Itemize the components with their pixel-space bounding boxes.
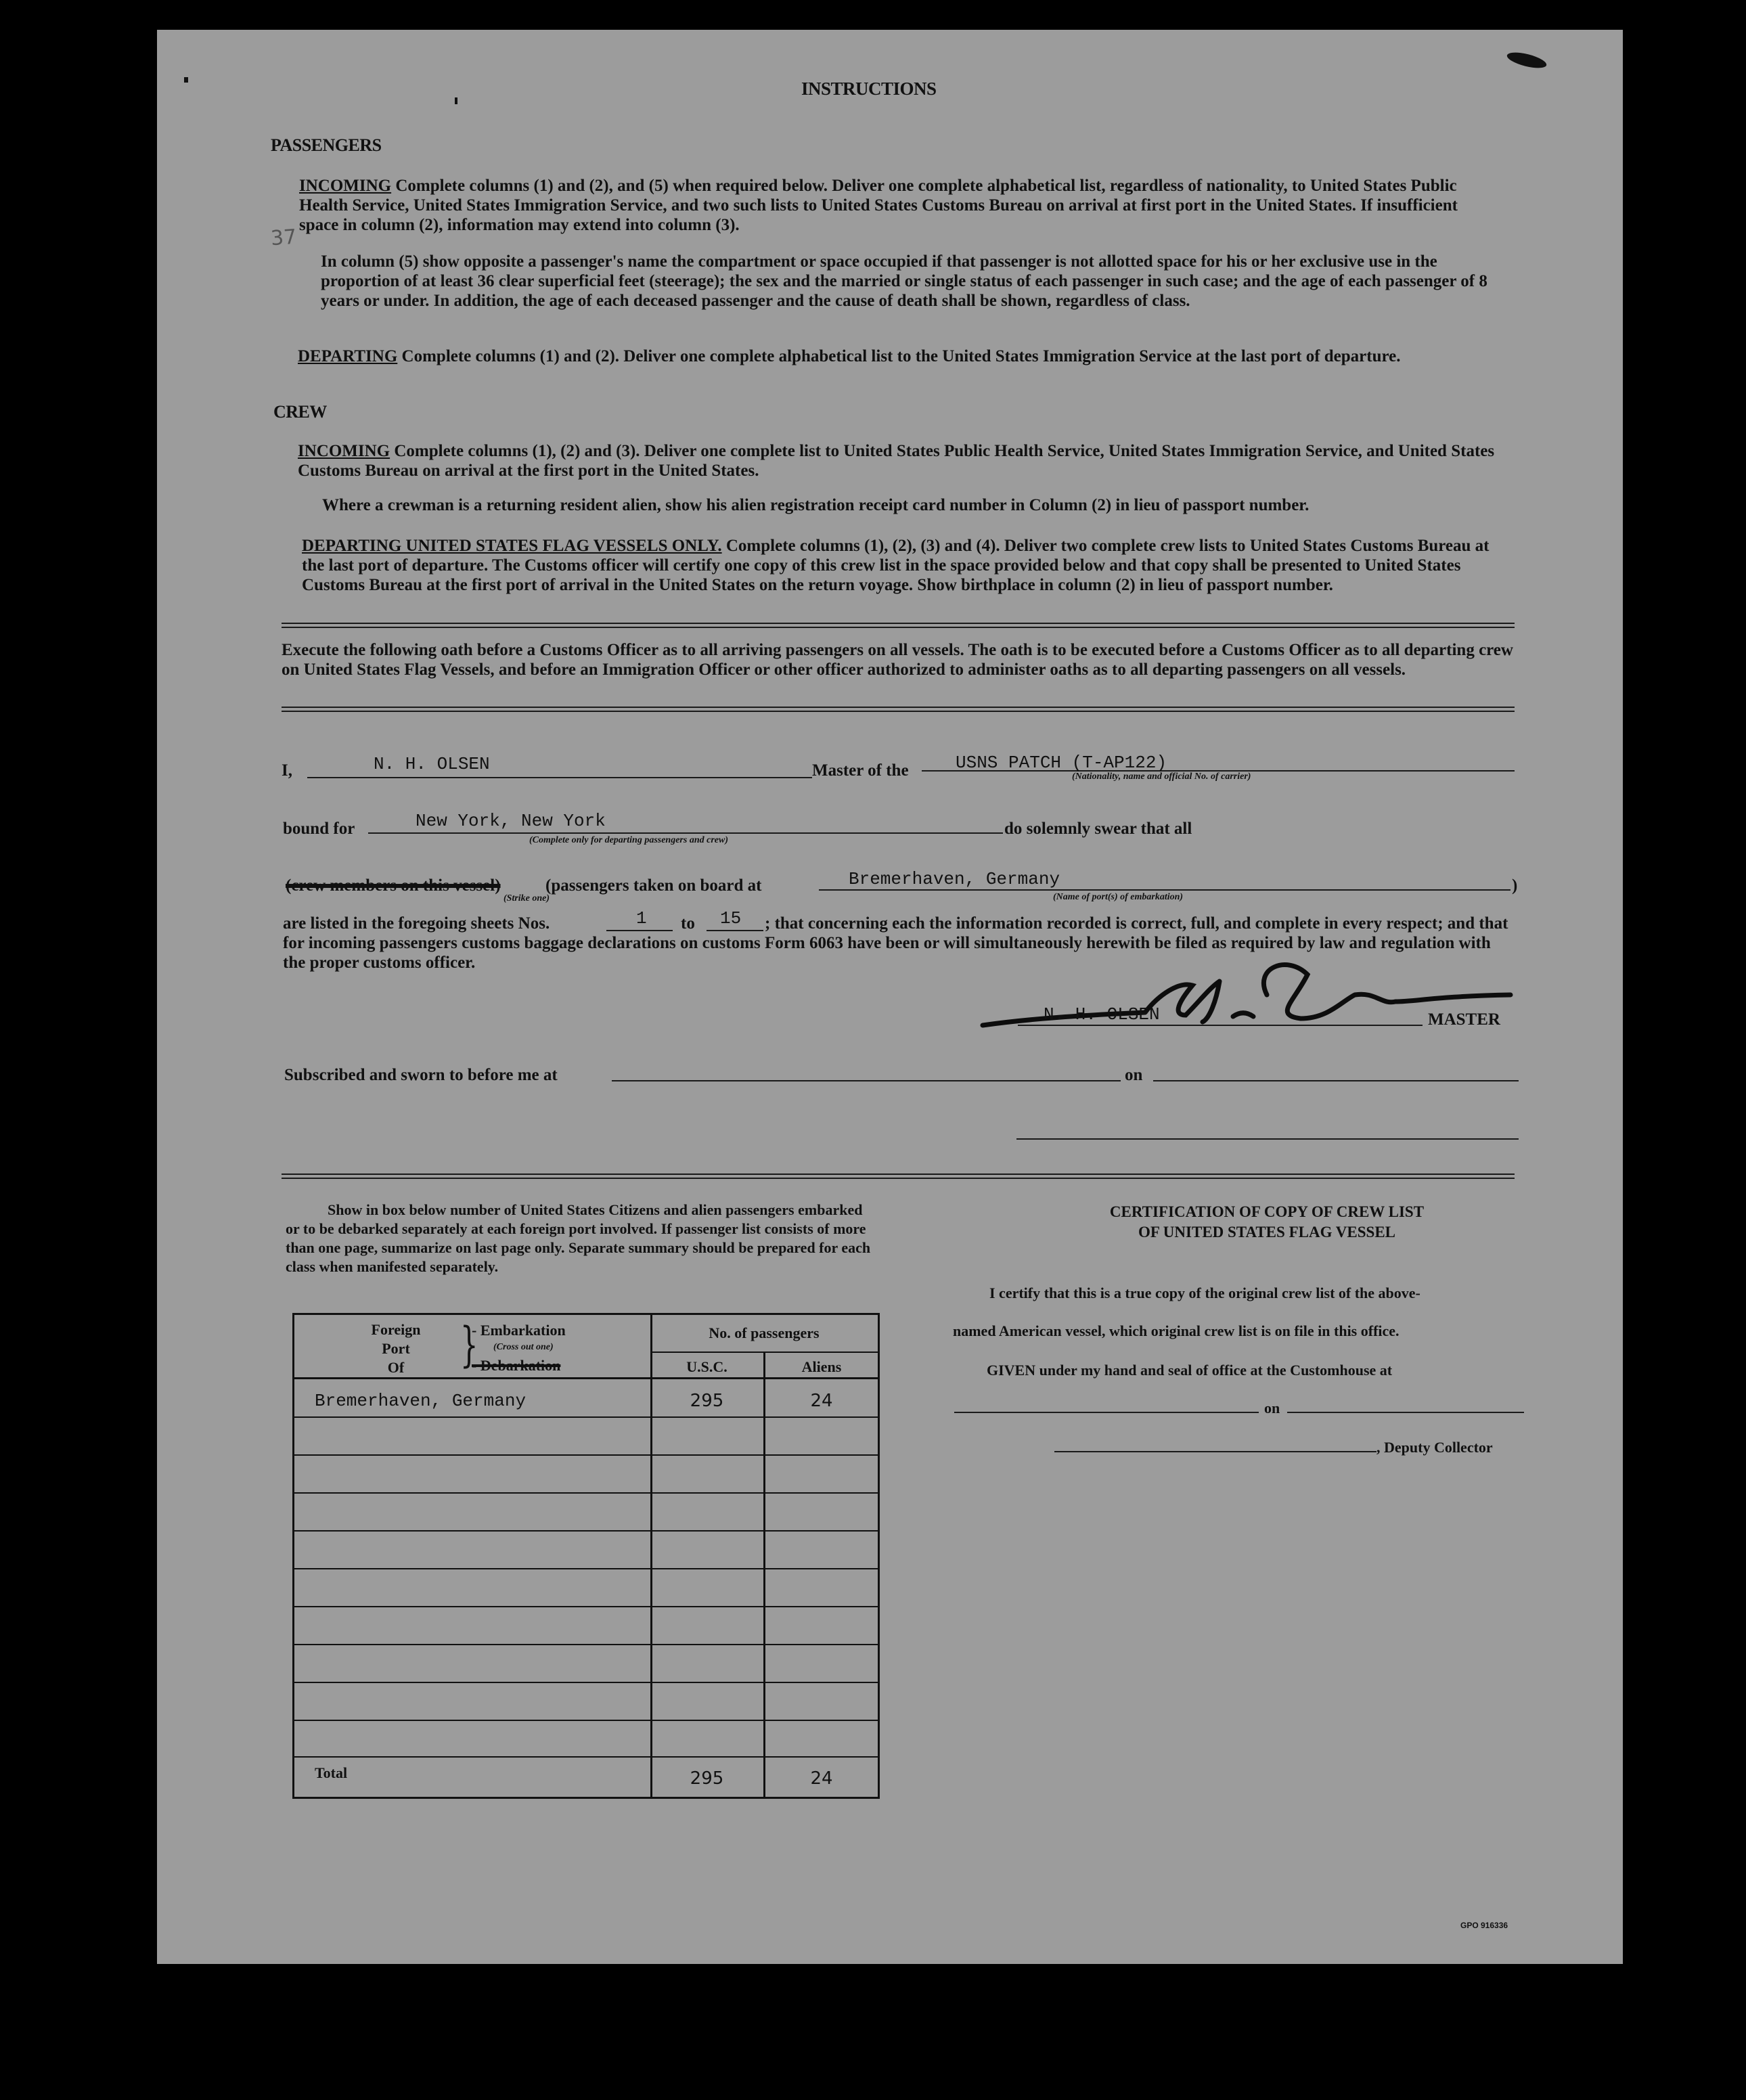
- brace-icon: }: [460, 1317, 478, 1372]
- sheet-from-field[interactable]: 1: [636, 908, 647, 929]
- crew-incoming: [298, 441, 1498, 481]
- rule: [282, 623, 1515, 624]
- sheet-to-field[interactable]: 15: [720, 908, 742, 929]
- scan-speck: [1506, 49, 1548, 71]
- passengers-departing-text: Complete columns (1) and (2). Deliver one complete alphabetical list to the United States Immigration Service at the last port of departure.: [401, 347, 1401, 365]
- row-divider: [294, 1644, 878, 1645]
- crew-strike-option[interactable]: (crew members on this vessel): [286, 876, 501, 895]
- port-field[interactable]: Bremerhaven, Germany: [849, 869, 1060, 889]
- row-divider: [294, 1530, 878, 1532]
- table-row-port[interactable]: Bremerhaven, Germany: [315, 1391, 527, 1411]
- passengers-incoming-label: INCOMING: [299, 177, 392, 195]
- cross-out-caption: (Cross out one): [493, 1342, 554, 1352]
- signature-line: [1018, 1025, 1423, 1026]
- subscribed-date-line[interactable]: [1153, 1080, 1519, 1081]
- summary-table: [292, 1313, 880, 1799]
- port-line: [819, 889, 1510, 891]
- row-divider: [294, 1416, 878, 1418]
- swear-label: do solemnly swear that all: [1004, 820, 1192, 838]
- summary-instructions: Show in box below number of United States Citizens and alien passengers embarked or to be debarked separately at each foreign port involved. If passenger list consists of more than one page, summarize on last page only. Separate summary should be prepared for each class when manifested separately.: [286, 1201, 871, 1275]
- listed-label: are listed in the foregoing sheets Nos.: [283, 914, 550, 933]
- to-label: to: [681, 914, 695, 933]
- subscribed-on-label: on: [1125, 1066, 1143, 1084]
- certification-date-line[interactable]: [1287, 1412, 1524, 1413]
- crew-incoming-text: Complete columns (1), (2) and (3). Deliver one complete list to United States Public Health Service, United States Immigration Service, and United States Customs Bureau on arrival at the first port in the United States.: [298, 442, 1495, 480]
- col-port-line: Port: [382, 1340, 410, 1357]
- row-divider: [294, 1682, 878, 1683]
- bound-for-field[interactable]: New York, New York: [416, 811, 606, 831]
- col-port-line: Foreign: [371, 1321, 421, 1338]
- officer-signature-line[interactable]: [1016, 1138, 1519, 1140]
- debarkation-option[interactable]: - Debarkation: [472, 1357, 561, 1374]
- subscribed-place-line[interactable]: [612, 1080, 1121, 1081]
- port-caption: (Name of port(s) of embarkation): [1053, 892, 1184, 902]
- rule: [282, 711, 1515, 712]
- rule: [282, 707, 1515, 708]
- i-label: I,: [282, 761, 292, 780]
- bound-for-label: bound for: [283, 820, 355, 838]
- strike-caption: (Strike one): [503, 893, 550, 903]
- rule: [282, 1174, 1515, 1175]
- page-title: INSTRUCTIONS: [801, 79, 937, 99]
- margin-note: 37: [269, 225, 298, 251]
- scan-speck: [455, 97, 457, 104]
- master-of-label: Master of the: [812, 761, 909, 780]
- closing-text: ; that concerning each the information recorded is correct, full, and complete in every respect; and that for incoming passengers customs baggage declarations on customs Form 6063 have been or will simultaneously herewith be filed as required by law and regulation with the proper customs officer.: [283, 914, 1508, 972]
- col-passengers-header: No. of passengers: [709, 1324, 820, 1341]
- signature-typed-name[interactable]: N. H. OLSEN: [1044, 1004, 1160, 1025]
- deputy-collector-label: , Deputy Collector: [1376, 1439, 1493, 1456]
- rule: [282, 627, 1515, 628]
- passengers-incoming: [299, 176, 1497, 235]
- certification-line3: GIVEN under my hand and seal of office at the Customhouse at: [987, 1362, 1393, 1379]
- header-divider: [650, 1351, 878, 1353]
- col-divider: [650, 1315, 652, 1797]
- col-usc-header: U.S.C.: [686, 1358, 728, 1375]
- subscribed-label: Subscribed and sworn to before me at: [284, 1066, 558, 1084]
- crew-departing: [302, 536, 1500, 595]
- certification-title-line2: OF UNITED STATES FLAG VESSEL: [1138, 1224, 1396, 1241]
- col-divider: [763, 1351, 765, 1797]
- passengers-heading: PASSENGERS: [271, 135, 382, 155]
- customhouse-line[interactable]: [954, 1412, 1259, 1413]
- crew-incoming-label: INCOMING: [298, 442, 390, 460]
- bound-for-caption: (Complete only for departing passengers and crew): [529, 835, 728, 845]
- rule: [282, 1178, 1515, 1179]
- crew-departing-text: Complete columns (1), (2), (3) and (4). Deliver two complete crew lists to United States Customs Bureau at the last port of departure. The Customs officer will certify one copy of this crew list in the space provided below and that copy shall be presented to United States Customs Bureau at the first port of arrival in the United States on the return voyage. Show birthplace in column (2) in lieu of passport number.: [302, 537, 1490, 594]
- footer-code: GPO 916336: [1460, 1921, 1508, 1930]
- certification-line2: named American vessel, which original crew list is on file in this office.: [953, 1322, 1400, 1339]
- scan-speck: [184, 77, 188, 83]
- bound-for-line: [368, 832, 1003, 834]
- row-divider: [294, 1568, 878, 1569]
- master-label: MASTER: [1428, 1010, 1500, 1029]
- passengers-column5-text: In column (5) show opposite a passenger's name the compartment or space occupied if that passenger is not allotted space for his or her exclusive use in the proportion of at least 36 clear superficial feet (steerage); the sex and the married or single status of each passenger in such case; and the age of each passenger of 8 years or under. In addition, the age of each deceased passenger and the cause of death shall be shown, regardless of class.: [321, 252, 1487, 310]
- vessel-field[interactable]: USNS PATCH (T-AP122): [956, 753, 1167, 773]
- passengers-incoming-text: Complete columns (1) and (2), and (5) when required below. Deliver one complete alphabetical list, regardless of nationality, to United States Public Health Service, United States Immigration Service, and two such lists to United States Customs Bureau on arrival at first port in the United States. If insufficient space in column (2), information may extend into column (3).: [299, 177, 1458, 234]
- row-divider: [294, 1756, 878, 1758]
- col-aliens-header: Aliens: [801, 1358, 842, 1375]
- embarkation-option[interactable]: - Embarkation: [472, 1322, 566, 1339]
- master-name-line: [307, 777, 812, 778]
- vessel-caption: (Nationality, name and official No. of carrier): [1072, 772, 1251, 782]
- total-aliens[interactable]: 24: [810, 1768, 833, 1789]
- table-row-usc[interactable]: 295: [690, 1391, 724, 1411]
- certification-line1: I certify that this is a true copy of the original crew list of the above-: [989, 1284, 1420, 1301]
- oath-intro: Execute the following oath before a Customs Officer as to all arriving passengers on all vessels. The oath is to be executed before a Customs Officer as to all departing crew on United States Flag Vessels, and before an Immigration Officer or other officer authorized to administer oaths as to all departing passengers on all vessels.: [282, 641, 1513, 679]
- col-port-header: [362, 1320, 430, 1377]
- passengers-departing-label: DEPARTING: [298, 347, 398, 365]
- total-usc[interactable]: 295: [690, 1768, 724, 1789]
- row-divider: [294, 1606, 878, 1607]
- close-paren: ): [1512, 876, 1518, 895]
- crew-heading: CREW: [273, 402, 327, 422]
- total-label: Total: [315, 1764, 348, 1781]
- col-port-line: Of: [387, 1359, 405, 1376]
- passengers-departing: [298, 347, 1498, 366]
- certification-on-label: on: [1264, 1400, 1280, 1416]
- certification-title-line1: CERTIFICATION OF COPY OF CREW LIST: [1109, 1203, 1425, 1220]
- master-name-field[interactable]: N. H. OLSEN: [374, 754, 490, 774]
- row-divider: [294, 1720, 878, 1721]
- crew-resident-text: Where a crewman is a returning resident alien, show his alien registration receipt card number in Column (2) in lieu of passport number.: [322, 496, 1310, 514]
- row-divider: [294, 1492, 878, 1494]
- crew-departing-label: DEPARTING UNITED STATES FLAG VESSELS ONLY.: [302, 537, 722, 555]
- table-row-aliens[interactable]: 24: [810, 1391, 833, 1411]
- passengers-option[interactable]: (passengers taken on board at: [545, 876, 762, 895]
- deputy-collector-line[interactable]: [1054, 1451, 1376, 1452]
- header-bottom: [294, 1377, 878, 1379]
- form-page: [157, 30, 1623, 1964]
- row-divider: [294, 1454, 878, 1456]
